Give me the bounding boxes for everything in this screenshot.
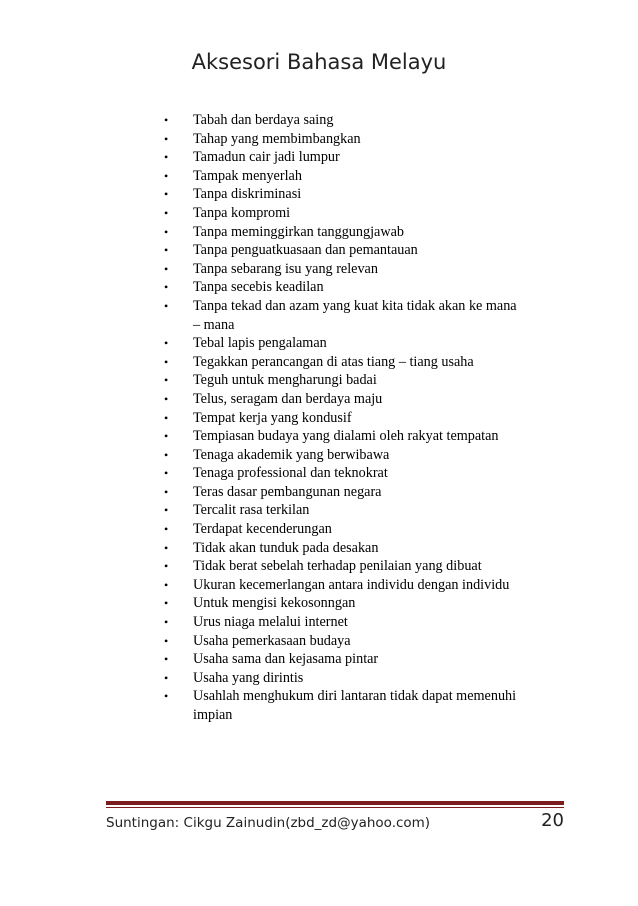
bullet-icon: • [164,633,169,648]
list-item-text: Tabah dan berdaya saing [193,112,334,128]
bullet-icon: • [164,261,169,276]
list-item-text: Teguh untuk mengharungi badai [193,372,377,389]
page-header-title: Aksesori Bahasa Melayu [191,50,447,74]
list-item-text: Tercalit rasa terkilan [193,502,310,519]
bullet-icon: • [164,224,169,239]
bullet-icon: • [164,670,169,685]
list-item-text: Tenaga professional dan teknokrat [193,465,388,482]
bullet-icon: • [164,447,169,462]
list-item-text: Tamadun cair jadi lumpur [193,149,340,166]
list-item [160,613,520,632]
list-item-text: Usaha yang dirintis [193,669,304,686]
list-item-text: Tanpa kompromi [193,204,291,221]
list-item [160,148,520,167]
list-item [160,390,520,409]
bullet-icon: • [164,615,169,630]
bullet-icon: • [164,391,169,406]
list-item [160,669,520,688]
bullet-icon: • [164,373,169,388]
list-item [160,241,520,260]
list-item-text: Tanpa secebis keadilan [193,279,324,296]
list-item-text: Tanpa penguatkuasaan dan pemantauan [193,242,418,259]
bullet-icon: • [164,540,169,555]
list-item [160,427,520,446]
bullet-icon: • [164,577,169,592]
list-item [160,557,520,576]
list-item-text: Ukuran kecemerlangan antara individu dengan individu [193,576,510,593]
bullet-icon: • [164,522,169,537]
list-item [160,483,520,502]
list-item-text: Urus niaga melalui internet [193,614,348,631]
list-item [160,260,520,279]
list-item [160,520,520,539]
list-item-text: Tidak berat sebelah terhadap penilaian yang dibuat [193,558,482,575]
list-item-text: Tanpa tekad dan azam yang kuat kita tidak akan ke mana – mana [193,297,517,333]
list-item [160,130,520,149]
bullet-icon: • [164,354,169,369]
list-item [160,353,520,372]
list-item [160,185,520,204]
list-item [160,167,520,186]
list-item-text: Tanpa meminggirkan tanggungjawab [193,223,404,240]
list-item-text: Tegakkan perancangan di atas tiang – tiang usaha [193,353,474,370]
phrase-list [160,111,520,725]
list-item [160,594,520,613]
bullet-icon: • [164,131,169,146]
list-item [160,204,520,223]
list-item [160,687,520,724]
list-item [160,632,520,651]
list-item-text: Tampak menyerlah [193,167,302,184]
list-item-text: Usaha sama dan kejasama pintar [193,651,379,668]
bullet-icon: • [164,298,169,313]
list-item-text: Tanpa sebarang isu yang relevan [193,260,378,277]
list-item-text: Teras dasar pembangunan negara [193,483,382,500]
bullet-icon: • [164,336,169,351]
bullet-icon: • [164,410,169,425]
footer-rule-thick [106,801,564,805]
bullet-icon: • [164,689,169,704]
list-item-text: Tanpa diskriminasi [193,186,302,203]
footer-rule-thin [106,807,564,808]
list-item [160,576,520,595]
bullet-icon: • [164,466,169,481]
list-item [160,297,520,334]
bullet-icon: • [164,150,169,165]
list-item-text: Untuk mengisi kekosonngan [193,595,356,612]
list-item [160,409,520,428]
list-item-text: Tebal lapis pengalaman [193,335,327,352]
list-item-text: Usahlah menghukum diri lantaran tidak dapat memenuhi impian [193,688,517,723]
page-number: 20 [541,810,564,831]
list-item-text: Tempat kerja yang kondusif [193,409,352,426]
list-item [160,650,520,669]
bullet-icon: • [164,113,169,127]
footer-credit: Suntingan: Cikgu Zainudin(zbd_zd@yahoo.com) [106,815,431,831]
list-item [160,446,520,465]
bullet-icon: • [164,559,169,574]
bullet-icon: • [164,652,169,667]
bullet-icon: • [164,484,169,499]
bullet-icon: • [164,243,169,258]
list-item-text: Usaha pemerkasaan budaya [193,632,351,649]
bullet-icon: • [164,429,169,444]
bullet-icon: • [164,280,169,295]
bullet-icon: • [164,168,169,183]
list-item [160,278,520,297]
list-item [160,334,520,353]
list-item-text: Tidak akan tunduk pada desakan [193,539,379,556]
bullet-icon: • [164,596,169,611]
list-item-text: Terdapat kecenderungan [193,521,332,538]
list-item-text: Telus, seragam dan berdaya maju [193,390,383,407]
list-item-text: Tenaga akademik yang berwibawa [193,446,390,463]
list-item-text: Tahap yang membimbangkan [193,130,361,147]
bullet-icon: • [164,187,169,202]
list-item-text: Tempiasan budaya yang dialami oleh rakyat tempatan [193,428,499,445]
list-item [160,371,520,390]
list-item [160,464,520,483]
list-item [160,501,520,520]
list-item [160,111,520,130]
bullet-icon: • [164,503,169,518]
bullet-icon: • [164,205,169,220]
list-item [160,539,520,558]
list-item [160,223,520,242]
